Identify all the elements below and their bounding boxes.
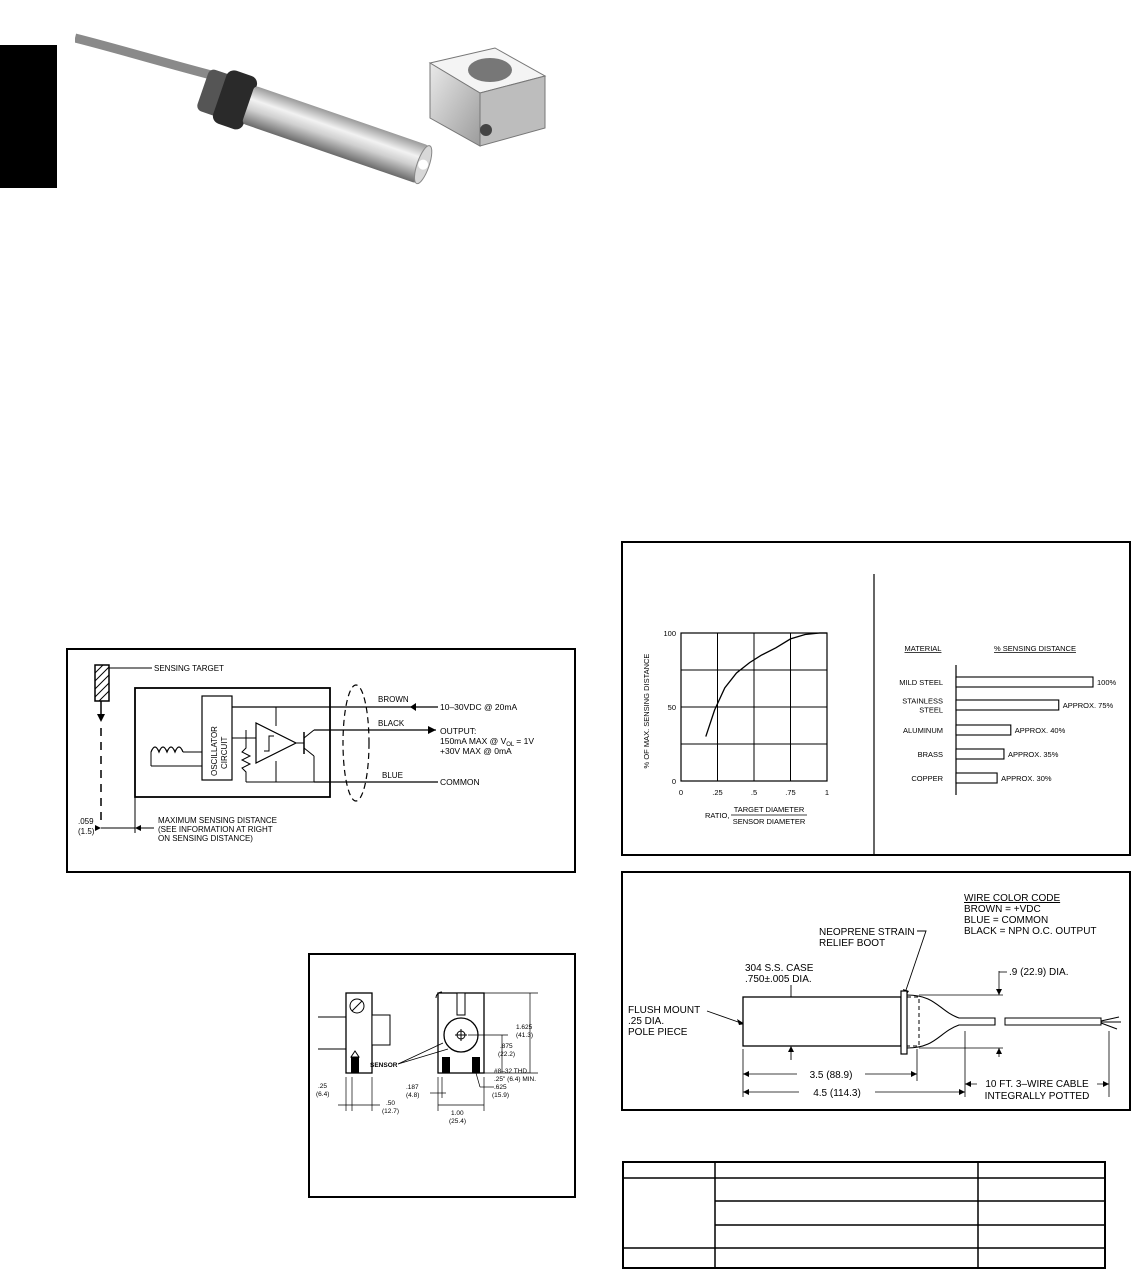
bracket-drawing (308, 953, 576, 1198)
cable-shape (75, 38, 215, 76)
supply-label: 10–30VDC @ 20mA (440, 702, 518, 712)
length-35: 3.5 (88.9) (809, 1070, 853, 1081)
bar-value-label: 100% (1097, 678, 1117, 687)
wiring-diagram (66, 648, 576, 873)
bar (956, 773, 997, 783)
thread-spec: #8–32 THD. (494, 1068, 529, 1075)
bar-value-label: APPROX. 75% (1062, 701, 1114, 710)
x-tick-label: .5 (750, 788, 758, 797)
dim-0187: .187 (406, 1084, 419, 1091)
wire-code-blue: BLUE = COMMON (964, 915, 1049, 926)
case-label-1: 304 S.S. CASE (745, 963, 814, 974)
output-label-1: OUTPUT: (440, 726, 477, 736)
line-chart-xlabel-num: TARGET DIAMETER (733, 805, 805, 814)
line-chart-ylabel: % OF MAX. SENSING DISTANCE (642, 653, 651, 769)
cable-end-shape (1005, 1018, 1101, 1025)
boot-label-1: NEOPRENE STRAIN (819, 927, 915, 938)
cable-label-1: 10 FT. 3–WIRE CABLE (985, 1079, 1089, 1090)
section-tab (0, 45, 57, 188)
dim-0187-mm: (4.8) (406, 1092, 420, 1099)
strain-relief-shape (901, 991, 907, 1054)
wire-code-title: WIRE COLOR CODE (964, 893, 1061, 904)
y-tick-label: 50 (667, 703, 676, 712)
sensor-body-shape (194, 62, 438, 193)
case-label-2: .750±.005 DIA. (745, 974, 812, 985)
x-tick-label: 1 (824, 788, 830, 797)
bar-category-label: MILD STEEL (899, 678, 943, 687)
y-tick-label: 100 (663, 629, 676, 638)
flush-label-1: FLUSH MOUNT (628, 1005, 701, 1016)
boot-label-2: RELIEF BOOT (819, 938, 886, 949)
distance-mm-label: (1.5) (78, 827, 95, 836)
bar-chart (899, 677, 1116, 783)
wire-black-label: BLACK (378, 719, 405, 728)
dim-0875: .875 (500, 1043, 513, 1050)
dim-0625-mm: (15.9) (492, 1092, 509, 1099)
diameter-label: .9 (22.9) DIA. (1009, 967, 1069, 978)
line-chart-series (706, 633, 827, 737)
dim-050-mm: (12.7) (382, 1108, 399, 1115)
dim-050: .50 (386, 1100, 396, 1107)
bar-value-label: APPROX. 30% (1001, 774, 1052, 783)
dim-100-mm: (25.4) (449, 1118, 466, 1125)
max-distance-line-1: MAXIMUM SENSING DISTANCE (158, 816, 277, 825)
coil-icon (151, 747, 183, 752)
cable-shield-shape (343, 685, 369, 801)
bar-chart-value-header: % SENSING DISTANCE (994, 644, 1076, 653)
flush-label-2: .25 DIA. (628, 1016, 665, 1027)
y-tick-label: 0 (671, 777, 676, 786)
cable-label-2: INTEGRALLY POTTED (984, 1091, 1090, 1102)
bar-category-label: ALUMINUM (902, 726, 943, 735)
sensing-target-label: SENSING TARGET (154, 664, 224, 673)
max-distance-line-3: ON SENSING DISTANCE) (158, 834, 253, 843)
mounting-bracket-shape (430, 48, 545, 146)
wire-blue-label: BLUE (382, 771, 403, 780)
bar-chart-material-header: MATERIAL (904, 644, 942, 653)
bar (956, 677, 1093, 687)
dim-025-mm: (6.4) (316, 1091, 330, 1098)
common-label: COMMON (440, 777, 480, 787)
line-chart-xlabel-den: SENSOR DIAMETER (732, 817, 806, 826)
bar (956, 725, 1011, 735)
output-label-3: +30V MAX @ 0mA (440, 746, 512, 756)
thread-depth: .25" (6.4) MIN. (494, 1076, 537, 1083)
product-photo (75, 28, 555, 198)
sensor-callout: SENSOR (370, 1062, 398, 1069)
bar (956, 749, 1004, 759)
max-distance-line-2: (SEE INFORMATION AT RIGHT (158, 825, 273, 834)
dimension-drawing (621, 871, 1131, 1111)
distance-in-label: .059 (78, 817, 94, 826)
bar-category-label: STEEL (919, 705, 943, 715)
bar-category-label: STAINLESS (902, 696, 943, 706)
x-tick-label: .75 (785, 788, 796, 797)
wire-code-brown: BROWN = +VDC (964, 904, 1041, 915)
comparator-shape (256, 723, 296, 763)
flush-label-3: POLE PIECE (628, 1027, 688, 1038)
wire-code-black: BLACK = NPN O.C. OUTPUT (964, 926, 1097, 937)
oscillator-label-2: CIRCUIT (220, 736, 229, 769)
line-chart-grid (663, 629, 829, 797)
bar-value-label: APPROX. 40% (1014, 726, 1066, 735)
output-label-2: 150mA MAX @ $V_{OL} = 1V$ (440, 736, 535, 748)
wire-brown-label: BROWN (378, 695, 409, 704)
bar (956, 700, 1059, 710)
x-tick-label: 0 (678, 788, 684, 797)
length-45: 4.5 (114.3) (813, 1088, 861, 1099)
dim-100: 1.00 (451, 1110, 464, 1117)
line-chart-xlabel-prefix: RATIO, (705, 811, 730, 820)
sensing-distance-charts (621, 541, 1131, 856)
dim-0625: .625 (494, 1084, 507, 1091)
sensor-case-shape (743, 997, 901, 1046)
dim-1625: 1.625 (516, 1024, 533, 1031)
bar-category-label: BRASS (917, 750, 943, 759)
dim-1625-mm: (41.3) (516, 1032, 533, 1039)
dim-0875-mm: (22.2) (498, 1051, 515, 1058)
bar-value-label: APPROX. 35% (1007, 750, 1059, 759)
oscillator-label-1: OSCILLATOR (210, 726, 219, 776)
dim-025: .25 (318, 1083, 328, 1090)
spec-table (622, 1161, 1106, 1269)
bar-category-label: COPPER (911, 774, 943, 783)
x-tick-label: .25 (712, 788, 723, 797)
